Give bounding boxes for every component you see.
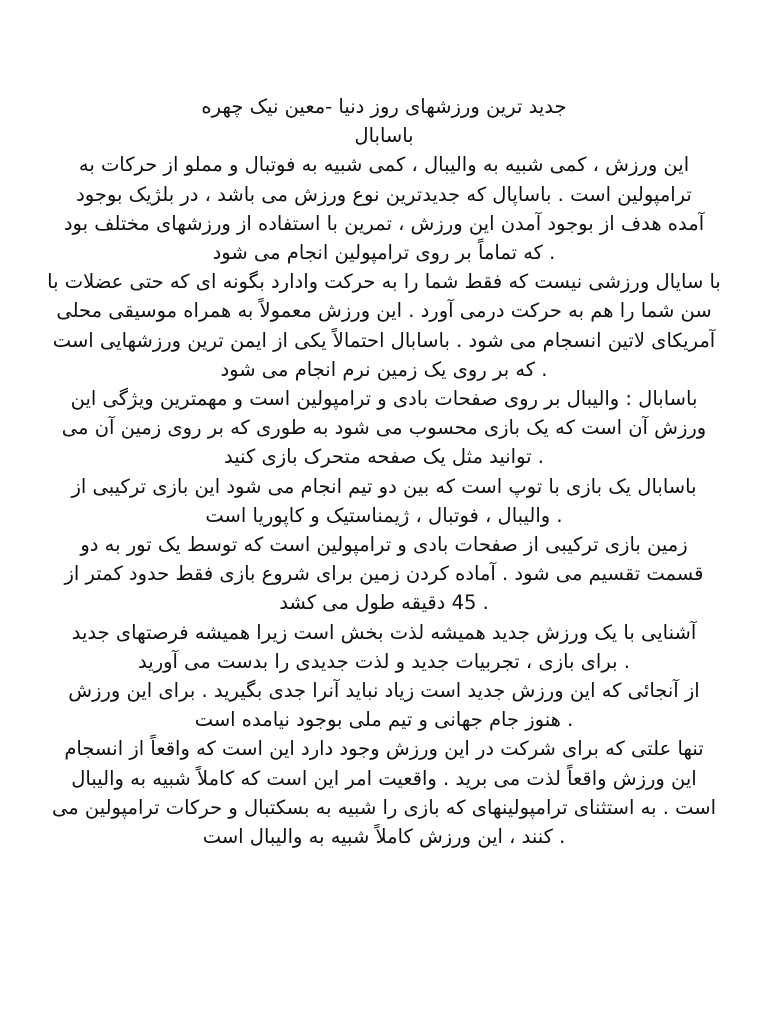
text-line: . برای بازی ، تجربیات جدید و لذت جدیدی را بدست می آورید	[138, 649, 630, 673]
text-line: . توانید مثل یک صفحه متحرک بازی کنید	[224, 445, 544, 469]
text-line: . که تماماً بر روی ترامپولین انجام می شود	[212, 241, 556, 265]
text-line: آشنایی با یک ورزش جدید همیشه لذت بخش است زیرا همیشه فرصتهای جدید	[71, 620, 697, 644]
article-body	[30, 92, 738, 851]
text-line: زمین بازی ترکیبی از صفحات بادی و ترامپولین است که توسط یک تور به دو	[80, 533, 688, 557]
article-subtitle: باسابال	[354, 124, 414, 148]
text-line: . هنوز جام جهانی و تیم ملی بوجود نیامده است	[194, 708, 574, 732]
article-title: جدید ترین ورزشهای روز دنیا -معین نیک چهره	[201, 95, 567, 118]
text-line: آمریکای لاتین انسجام می شود . باسابال احتمالاً یکی از ایمن ترین ورزشهایی است	[52, 328, 716, 352]
text-line: آمده هدف از بوجود آمدن این ورزش ، تمرین با استفاده از ورزشهای مختلف بود	[63, 211, 705, 235]
text-line: ورزش آن است که یک بازی محسوب می شود به طوری که بر روی زمین آن می	[61, 416, 707, 440]
text-line: قسمت تقسیم می شود . آماده کردن زمین برای شروع بازی فقط حدود کمتر از	[64, 562, 704, 586]
text-line: سن شما را هم به حرکت درمی آورد . این ورزش معمولاً به همراه موسیقی محلی	[56, 299, 712, 323]
text-line: باسابال : والیبال بر روی صفحات بادی و ترامپولین است و مهمترین ویژگی این	[70, 387, 698, 411]
text-line: این ورزش واقعاً لذت می برید . واقعیت امر این است که کاملاً شبیه به والیبال	[71, 766, 697, 790]
text-line: باسابال یک بازی با توپ است که بین دو تیم انجام می شود این بازی ترکیبی از	[71, 474, 697, 498]
text-line: از آنجائی که این ورزش جدید است زیاد نباید آنرا جدی بگیرید . برای این ورزش	[68, 679, 700, 703]
text-line: است . به استثنای ترامپولینهای که بازی را شبیه به بسکتبال و حرکات ترامپولین می	[51, 795, 716, 819]
text-line: . 45 دقیقه طول می کشد	[279, 591, 489, 615]
text-line: . کنند ، این ورزش کاملاً شبیه به والیبال است	[202, 825, 566, 849]
text-line: با سایال ورزشی نیست که فقط شما را به حرکت وادارد بگونه ای که حتی عضلات با	[47, 270, 721, 294]
text-line: این ورزش ، کمی شبیه به والیبال ، کمی شبیه به فوتبال و مملو از حرکات به	[78, 153, 690, 177]
text-line: تنها علتی که برای شرکت در این ورزش وجود دارد این است که واقعاً از انسجام	[64, 737, 704, 761]
text-line: . که بر روی یک زمین نرم انجام می شود	[220, 357, 548, 381]
text-line: . والیبال ، فوتبال ، ژیمناستیک و کاپوریا است	[205, 503, 563, 527]
text-line: ترامپولین است . باساپال که جدیدترین نوع ورزش می باشد ، در بلژیک بوجود	[76, 182, 692, 206]
